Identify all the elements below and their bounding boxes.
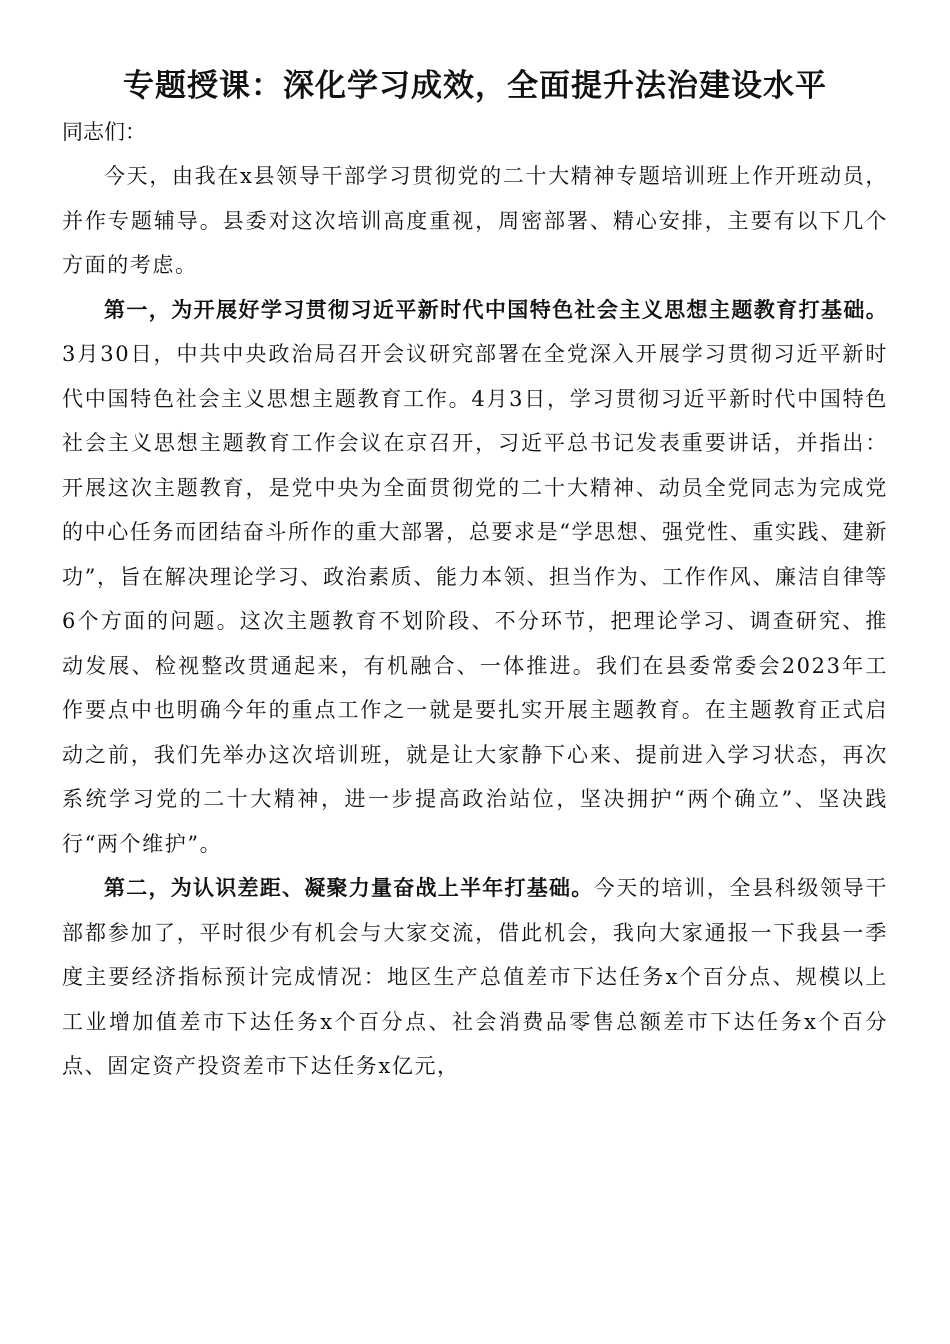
section-1-body: 3月30日，中共中央政治局召开会议研究部署在全党深入开展学习贯彻习近平新时代中国特色社会主义思想主题教育工作。4月3日，学习贯彻习近平新时代中国特色社会主义思想主题教育工作会议在京召开，习近平总书记发表重要讲话，并指出：开展这次主题教育，是党中央为全面贯彻党的二十大精神、动员全党同志为完成党的中心任务而团结奋斗所作的重大部署，总要求是“学思想、强党性、重实践、建新功”，旨在解决理论学习、政治素质、能力本领、担当作为、工作作风、廉洁自律等6个方面的问题。这次主题教育不划阶段、不分环节，把理论学习、调查研究、推动发展、检视整改贯通起来，有机融合、一体推进。我们在县委常委会2023年工作要点中也明确今年的重点工作之一就是要扎实开展主题教育。在主题教育正式启动之前，我们先举办这次培训班，就是让大家静下心来、提前进入学习状态，再次系统学习党的二十大精神，进一步提高政治站位，坚决拥护“两个确立”、坚决践行“两个维护”。 (62, 342, 888, 856)
intro-paragraph: 今天，由我在x县领导干部学习贯彻党的二十大精神专题培训班上作开班动员，并作专题辅导。县委对这次培训高度重视，周密部署、精心安排，主要有以下几个方面的考虑。 (62, 164, 888, 277)
document-page (62, 62, 888, 1089)
section-1-heading: 第一，为开展好学习贯彻习近平新时代中国特色社会主义思想主题教育打基础。 (104, 297, 888, 322)
section-1-paragraph (62, 288, 888, 867)
salutation: 同志们： (62, 120, 146, 144)
section-2-paragraph (62, 866, 888, 1089)
document-title: 专题授课：深化学习成效，全面提升法治建设水平 (123, 68, 827, 104)
section-2-heading: 第二，为认识差距、凝聚力量奋战上半年打基础。 (104, 876, 594, 900)
section-2-body: 今天的培训，全县科级领导干部都参加了，平时很少有机会与大家交流，借此机会，我向大家通报一下我县一季度主要经济指标预计完成情况：地区生产总值差市下达任务x个百分点、规模以上工业增加值差市下达任务x个百分点、社会消费品零售总额差市下达任务x个百分点、固定资产投资差市下达任务x亿元， (62, 876, 888, 1078)
